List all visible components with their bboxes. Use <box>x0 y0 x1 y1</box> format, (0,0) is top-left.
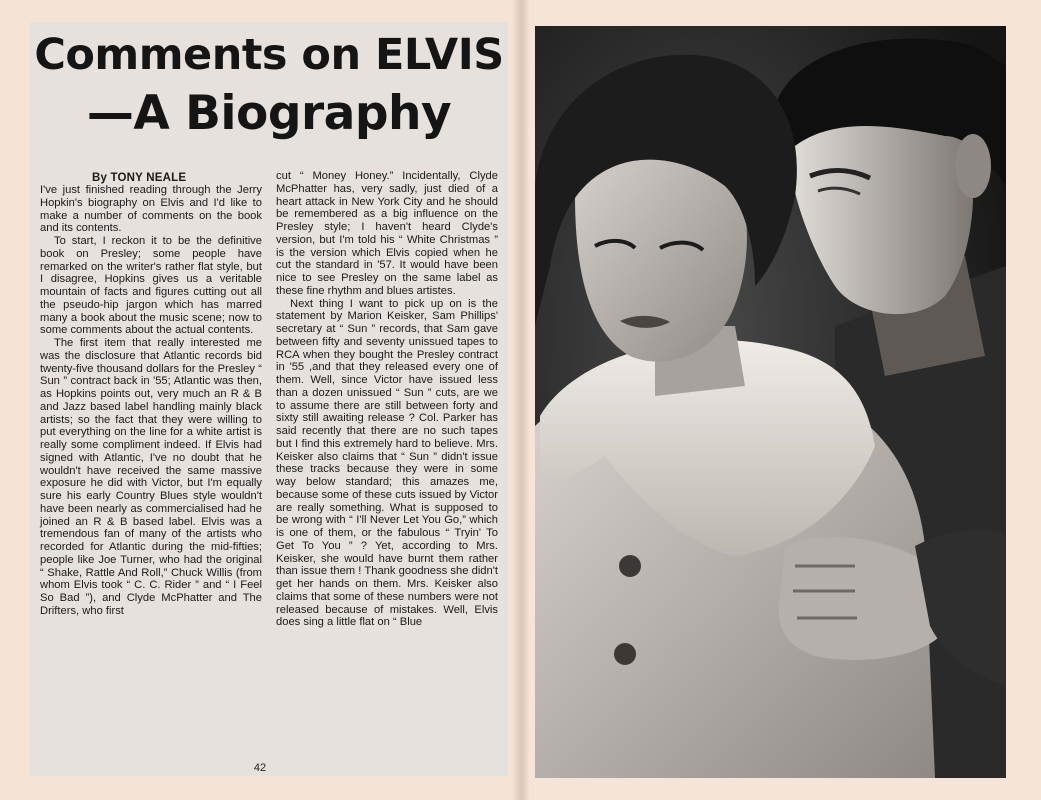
page-number: 42 <box>253 762 267 774</box>
photo-illustration <box>535 26 1006 778</box>
paragraph: cut “ Money Honey.” Incidentally, Clyde McPhatter has, very sadly, just died of a heart attack in New York City and he should be remembered as a big influence on the Presley style; I haven't heard Clyde's version, but I'm told his “ White Christmas ” is the version which Elvis copied when he cut the standard in '57. It would have been nice to see Presley on the same label as these fine rhythm and blues artistes. <box>276 170 498 297</box>
page-gutter <box>512 0 530 800</box>
article-column-1 <box>40 184 262 618</box>
paragraph: The first item that really interested me was the disclosure that Atlantic records bid twenty-five thousand dollars for the Presley “ Sun ” contract back in '55; Atlantic was then, as Hopkins points out, very much an R & B and Jazz based label handling mainly black artists; so the fact that they were willing to put everything on the line for a white artist is really some compliment indeed. If Elvis had signed with Atlantic, I've no doubt that he wouldn't have received the same massive exposure he did with Victor, but I'm equally sure his early Country Blues style wouldn't have been nearly as commercialised had he joined an R & B based label. Elvis was a tremendous fan of many of the artists who recorded for Atlantic during the mid-fifties; people like Joe Turner, who had the original “ Shake, Rattle And Roll,” Chuck Willis (from whom Elvis took “ C. C. Rider ” and “ I Feel So Bad ”), and Clyde McPhatter and The Drifters, who first <box>40 337 262 617</box>
article-panel <box>30 22 508 776</box>
paragraph: To start, I reckon it to be the definitive book on Presley; some people have remarked on the writer's rather flat style, but I disagree, Hopkins gives us a veritable mountain of facts and figures cutting out all the pseudo-hip jargon which has marred many a book about the music scene; now to some comments about the actual contents. <box>40 235 262 337</box>
paragraph: I've just finished reading through the Jerry Hopkin's biography on Elvis and I'd like to make a number of comments on the book and its contents. <box>40 184 262 235</box>
left-page <box>0 0 520 800</box>
byline: By TONY NEALE <box>92 172 187 184</box>
paragraph: Next thing I want to pick up on is the statement by Marion Keisker, Sam Phillips' secretary at “ Sun ” records, that Sam gave between fifty and seventy unissued tapes to RCA when they bought the Presley contract in '55 ,and that they released every one of them. Well, since Victor have issued less than a dozen unissued “ Sun ” cuts, are we to assume there are still between forty and sixty still awaiting release ? Col. Parker has said recently that there are no such tapes but I find this extremely hard to believe. Mrs. Keisker also claims that “ Sun ” didn't issue these tracks because they were in some way below standard; this amazes me, because some of these cuts issued by Victor are really something. What is supposed to be wrong with “ I'll Never Let You Go,” which is one of them, or the fabulous “ Tryin' To Get To You ” ? Yet, according to Mrs. Keisker, she would have burnt them rather than issue them ! Thank goodness she didn't get her hands on them. Mrs. Keisker also claims that some of these numbers were not released because of mistakes. Well, Elvis does sing a little flat on “ Blue <box>276 297 498 629</box>
photograph <box>535 26 1006 778</box>
article-headline <box>30 30 508 141</box>
headline-line-1: Comments on ELVIS <box>34 30 504 80</box>
article-column-2 <box>276 170 498 629</box>
headline-line-2: —A Biography <box>86 86 452 141</box>
